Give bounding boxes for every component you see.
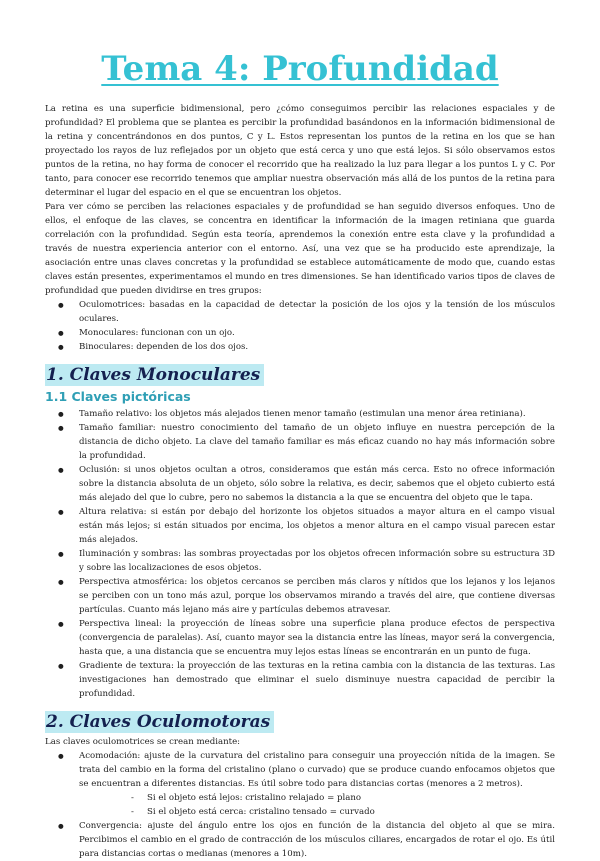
list-item (45, 749, 555, 819)
sub-list-item: - Si el objeto está cerca: cristalino tensado = curvado (79, 805, 555, 819)
list-item: ● Perspectiva lineal: la proyección de líneas sobre una superficie plana produce efectos de perspectiva (convergencia de paralelas). Así, cuanto mayor sea la distancia entre las líneas, mayor será la convergencia, hasta que, a una distancia que se encuentra muy lejos estas líneas se encontrarán en un punto de fuga. (45, 617, 555, 659)
list-item: ● Altura relativa: si están por debajo del horizonte los objetos situados a mayor altura en el campo visual están más lejos; si están situados por encima, los objetos a menor altura en el campo visual parecen estar más alejados. (45, 505, 555, 547)
list-item: ● Binoculares: dependen de los dos ojos. (45, 340, 555, 354)
page-title: Tema 4: Profundidad (101, 49, 499, 89)
list-item: ● Perspectiva atmosférica: los objetos cercanos se perciben más claros y nítidos que los lejanos y los lejanos se perciben con un tono más azul, porque los observamos mirando a través del aire, que contiene diversas partículas. Cuanto más lejano más aire y partículas debemos atravesar. (45, 575, 555, 617)
oculomotor-cues-list (45, 749, 555, 861)
list-item: ● Convergencia: ajuste del ángulo entre los ojos en función de la distancia del objeto al que se mira. Percibimos el cambio en el grado de contracción de los músculos ciliares, encargados de rotar el ojo. Es útil para distancias cortas o medianas (menores a 10m). (45, 819, 555, 861)
oculomotor-intro: Las claves oculomotrices se crean mediante: (45, 737, 241, 747)
accommodation-sub-list (79, 791, 555, 819)
section-heading-monoculares: 1. Claves Monoculares (45, 364, 264, 386)
list-item: ● Tamaño familiar: nuestro conocimiento del tamaño de un objeto influye en nuestra percepción de la distancia de dicho objeto. La clave del tamaño familiar es más eficaz cuando no hay más información sobre la profundidad. (45, 421, 555, 463)
list-item: ● Tamaño relativo: los objetos más alejados tienen menor tamaño (estimulan una menor área retiniana). (45, 407, 555, 421)
list-item: ● Iluminación y sombras: las sombras proyectadas por los objetos ofrecen información sobre su estructura 3D y sobre las localizaciones de esos objetos. (45, 547, 555, 575)
intro-bullet-list (45, 298, 555, 354)
list-item: ● Gradiente de textura: la proyección de las texturas en la retina cambia con la distancia de las texturas. Las investigaciones han demostrado que eliminar el suelo disminuye nuestra capacidad de percibir la profundidad. (45, 659, 555, 701)
intro-paragraph-1: La retina es una superficie bidimensional, pero ¿cómo conseguimos percibir las relaciones espaciales y de profundidad? El problema que se plantea es percibir la profundidad basándonos en la información bidimensional de la retina y concentrándonos en dos puntos, C y L. Estos representan los puntos de la retina en los que se han proyectado los rayos de luz reflejados por un objeto que está cerca y uno que está lejos. Si sólo observamos estos puntos de la retina, no hay forma de conocer el recorrido que ha realizado la luz para llegar a los puntos L y C. Por tanto, para conocer ese recorrido tenemos que ampliar nuestra observación más allá de los puntos de la retina para determinar el lugar del espacio en el que se encuentran los objetos. (45, 104, 555, 198)
subsection-heading-pictoricas: 1.1 Claves pictóricas (45, 389, 191, 404)
intro-paragraph-2: Para ver cómo se perciben las relaciones espaciales y de profundidad se han seguido diversos enfoques. Uno de ellos, el enfoque de las claves, se concentra en identificar la información de la imagen retiniana que guarda correlación con la profundidad. Según esta teoría, aprendemos la conexión entre esta clave y la profundidad a través de nuestra experiencia anterior con el entorno. Así, una vez que se ha producido este aprendizaje, la asociación entre unas claves concretas y la profundidad se establece automáticamente de modo que, cuando estas claves están presentes, experimentamos el mundo en tres dimensiones. Se han identificado varios tipos de claves de profundidad que pueden dividirse en tres grupos: (45, 202, 555, 296)
accommodation-text: Acomodación: ajuste de la curvatura del cristalino para conseguir una proyección nítida de la imagen. Se trata del cambio en la forma del cristalino (plano o curvado) que se produce cuando enfocamos objetos que se encuentran a diferentes distancias. Es útil sobre todo para distancias cortas (menores a 2 metros). (79, 751, 555, 789)
sub-list-item: - Si el objeto está lejos: cristalino relajado = plano (79, 791, 555, 805)
pictorial-cues-list (45, 407, 555, 701)
list-item: ● Oculomotrices: basadas en la capacidad de detectar la posición de los ojos y la tensión de los músculos oculares. (45, 298, 555, 326)
list-item: ● Monoculares: funcionan con un ojo. (45, 326, 555, 340)
section-heading-oculomotoras: 2. Claves Oculomotoras (45, 711, 274, 733)
list-item: ● Oclusión: si unos objetos ocultan a otros, consideramos que están más cerca. Esto no ofrece información sobre la distancia absoluta de un objeto, sólo sobre la relativa, es decir, sabemos que el objeto cubierto está más alejado del que lo cubre, pero no sabemos la distancia a la que se encuentra del objeto que le tapa. (45, 463, 555, 505)
